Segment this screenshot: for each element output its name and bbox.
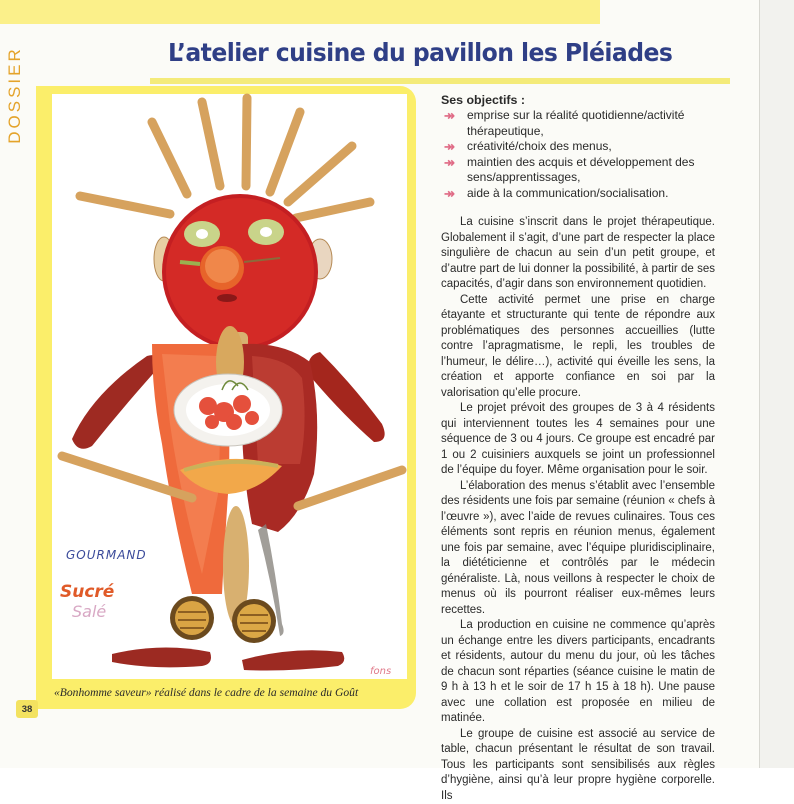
handwritten-sale: Salé [72, 602, 106, 621]
section-label [2, 40, 28, 150]
body-paragraph: L’élaboration des menus s’établit avec l’ensemble des résidents une fois par semaine (réunion « chefs à l’œuvre »), avec l’aide de revues culinaires. Tous ces éléments sont repris en réunion menus, également une fois par semaine, avec l’équipe pluridisciplinaire, la diététicienne et contrôlés par le médecin généraliste. Là, nous veillons à respecter le choix de menus où ils pourront réaliser eux-mêmes leurs recettes. [441, 479, 715, 619]
handwritten-gourmand: GOURMAND [66, 548, 147, 562]
objective-text: aide à la communication/socialisation. [467, 186, 668, 200]
objective-item [441, 108, 715, 139]
objective-item [441, 186, 715, 202]
objectives-list [441, 108, 715, 201]
food-figure-photo [52, 94, 407, 679]
arrow-bullet-icon: ↠ [444, 139, 455, 154]
body-paragraph: Cette activité permet une prise en charge étayante et structurante qui tente de répondre aux problématiques des personnes accueillies (lutte contre l’apragmatisme, le repli, les troubles de l’humeur, le délire…), activité qui éveille les sens, la création et apporte confiance en soi par la valorisation qu’elle procure. [441, 293, 715, 402]
arrow-bullet-icon: ↠ [444, 108, 455, 123]
objective-item [441, 139, 715, 155]
body-paragraph: La production en cuisine ne commence qu’après un échange entre les divers participants, encadrants et résidents, autour du menu du jour, où les tâches de chacun sont réparties (séance cuisine le matin de 9 h à 13 h et le soir de 17 h 15 à 18 h). Une pause avec une collation est proposée en milieu de matinée. [441, 618, 715, 727]
page-number: 38 [16, 700, 38, 718]
arrow-bullet-icon: ↠ [444, 155, 455, 170]
arrow-bullet-icon: ↠ [444, 186, 455, 201]
page-title: L’atelier cuisine du pavillon les Pléiades [168, 38, 672, 67]
next-page-edge [759, 0, 794, 768]
objective-text: créativité/choix des menus, [467, 139, 612, 153]
photo-caption: «Bonhomme saveur» réalisé dans le cadre de la semaine du Goût [54, 686, 358, 699]
top-yellow-band [0, 0, 600, 24]
body-paragraph: Le projet prévoit des groupes de 3 à 4 résidents qui interviennent toutes les 4 semaines pour une séquence de 3 ou 4 jours. Ce groupe est encadré par 1 ou 2 cuisiniers auxquels se joint un professionnel de l’équipe du foyer. Même organisation pour le soir. [441, 401, 715, 479]
objective-text: emprise sur la réalité quotidienne/activité thérapeutique, [467, 108, 684, 138]
body-paragraph: Le groupe de cuisine est associé au service de table, chacun présentant le résultat de son travail. Tous les participants sont sensibilisés aux règles d’hygiène, ainsi qu’à leur propre hygiène corporelle. Ils [441, 727, 715, 804]
title-underline [150, 78, 730, 84]
body-paragraph: La cuisine s’inscrit dans le projet thérapeutique. Globalement il s’agit, d’une part de respecter la place singulière de chacun au sein d’un petit groupe, et d’autre part de lui donner la possibilité, à partir de ses capacités, d’agir dans son environnement quotidien. [441, 215, 715, 293]
handwritten-fons: fons [370, 666, 391, 677]
objectives-heading: Ses objectifs : [441, 93, 715, 107]
article-text-column [441, 93, 715, 804]
objective-item [441, 155, 715, 186]
objective-text: maintien des acquis et développement des sens/apprentissages, [467, 155, 694, 185]
handwritten-sucre: Sucré [60, 582, 114, 602]
section-label-text: DOSSIER [5, 46, 25, 144]
